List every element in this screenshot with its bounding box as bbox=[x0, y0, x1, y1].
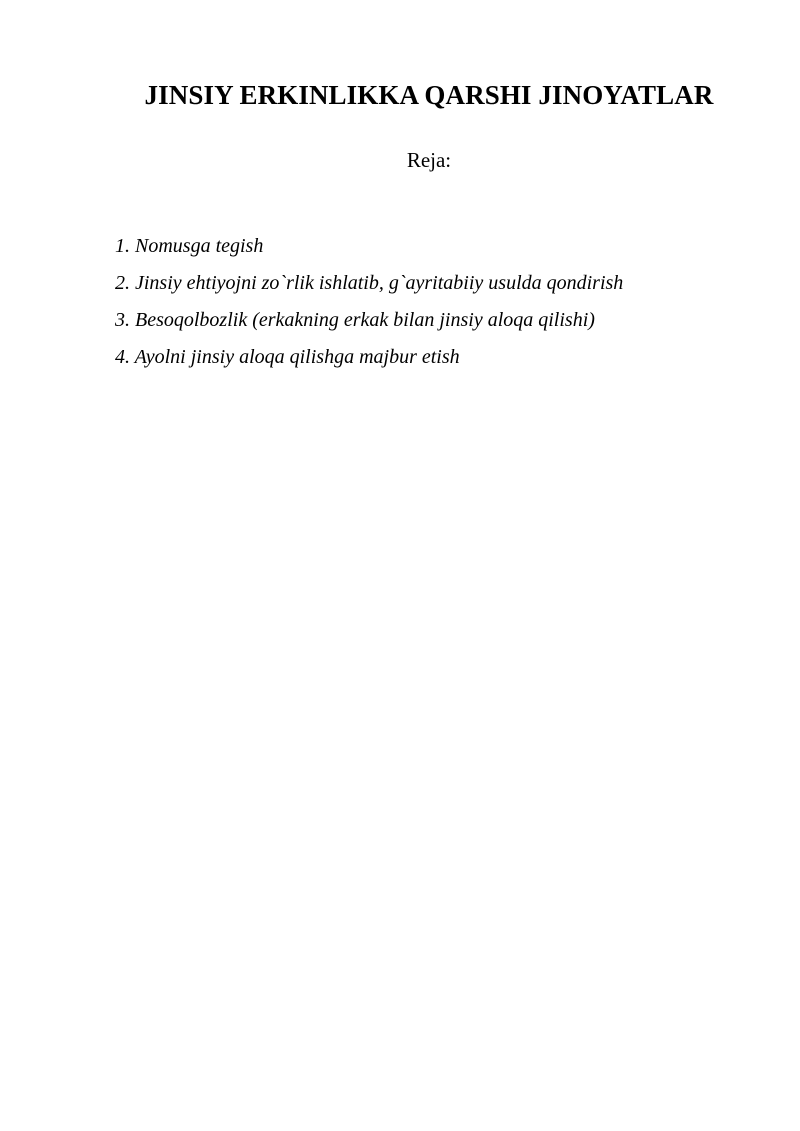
plan-heading: Reja: bbox=[406, 148, 452, 172]
plan-item: 2. Jinsiy ehtiyojni zo`rlik ishlatib, g`ayritabiiy usulda qondirish bbox=[115, 272, 624, 294]
plan-item: 4. Ayolni jinsiy aloqa qilishga majbur etish bbox=[115, 346, 460, 368]
plan-list bbox=[115, 228, 623, 376]
plan-item: 1. Nomusga tegish bbox=[115, 235, 264, 257]
plan-item: 3. Besoqolbozlik (erkakning erkak bilan jinsiy aloqa qilishi) bbox=[115, 309, 595, 331]
document-title: JINSIY ERKINLIKKA QARSHI JINOYATLAR bbox=[144, 80, 714, 110]
